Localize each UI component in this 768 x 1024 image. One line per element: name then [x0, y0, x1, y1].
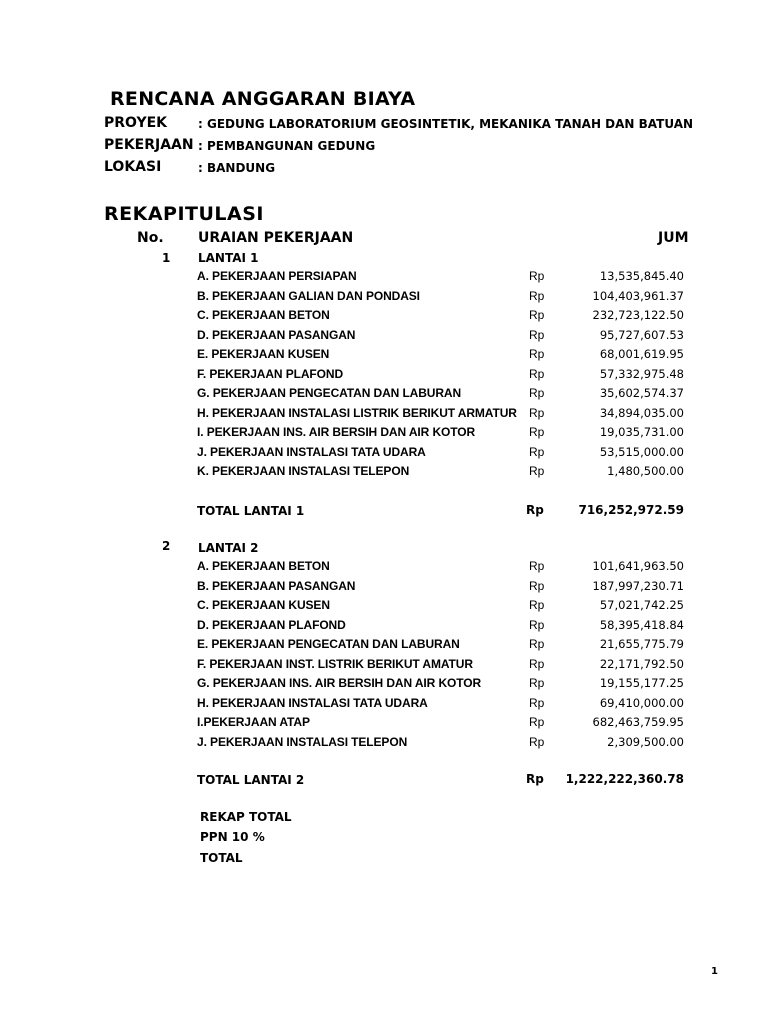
total-lantai-1-currency: Rp — [526, 503, 544, 517]
lokasi-value: : BANDUNG — [198, 161, 276, 175]
pekerjaan-label: PEKERJAAN — [104, 137, 194, 153]
item-description: B. PEKERJAAN PASANGAN — [197, 578, 356, 593]
total-lantai-2-amount: 1,222,222,360.78 — [565, 772, 684, 786]
item-currency: Rp — [529, 269, 545, 283]
item-currency: Rp — [529, 308, 545, 322]
item-currency: Rp — [529, 347, 545, 361]
item-amount: 22,171,792.50 — [599, 656, 684, 671]
item-amount: 187,997,230.71 — [592, 578, 684, 593]
item-description: C. PEKERJAAN BETON — [197, 308, 330, 322]
item-amount: 13,535,845.40 — [599, 269, 684, 283]
section-title: REKAPITULASI — [104, 203, 264, 225]
proyek-value: : GEDUNG LABORATORIUM GEOSINTETIK, MEKANIKA TANAH DAN BATUAN — [198, 117, 694, 131]
item-description: D. PEKERJAAN PASANGAN — [197, 327, 356, 342]
group-number-1: 1 — [162, 251, 171, 265]
item-currency: Rp — [529, 327, 545, 342]
total-lantai-1-label: TOTAL LANTAI 1 — [197, 504, 305, 518]
item-currency: Rp — [529, 578, 545, 593]
group-number-2: 2 — [162, 539, 171, 553]
document-title: RENCANA ANGGARAN BIAYA — [110, 88, 416, 110]
item-description: E. PEKERJAAN KUSEN — [197, 347, 330, 361]
item-currency: Rp — [529, 366, 545, 381]
item-amount: 95,727,607.53 — [599, 327, 684, 342]
item-amount: 34,894,035.00 — [599, 405, 684, 420]
item-description: J. PEKERJAAN INSTALASI TELEPON — [197, 734, 408, 749]
item-amount: 1,480,500.00 — [607, 464, 684, 478]
column-header-description: URAIAN PEKERJAAN — [198, 230, 354, 246]
item-amount: 101,641,963.50 — [592, 559, 684, 573]
table-row — [0, 618, 768, 637]
item-description: F. PEKERJAAN PLAFOND — [197, 366, 344, 381]
table-row — [0, 328, 768, 347]
total-lantai-1-amount: 716,252,972.59 — [578, 503, 684, 517]
item-description: H. PEKERJAAN INSTALASI LISTRIK BERIKUT ARMATUR — [197, 405, 517, 420]
item-currency: Rp — [529, 656, 545, 671]
table-row — [0, 308, 768, 327]
item-currency: Rp — [529, 405, 545, 420]
item-amount: 58,395,418.84 — [599, 617, 684, 632]
item-description: G. PEKERJAAN PENGECATAN DAN LABURAN — [197, 386, 462, 400]
item-currency: Rp — [529, 734, 545, 749]
page-number: 1 — [711, 966, 718, 977]
item-description: C. PEKERJAAN KUSEN — [197, 598, 330, 612]
item-amount: 69,410,000.00 — [599, 695, 684, 710]
item-amount: 2,309,500.00 — [607, 734, 684, 749]
table-row — [0, 406, 768, 425]
item-description: E. PEKERJAAN PENGECATAN DAN LABURAN — [197, 637, 460, 651]
lokasi-label: LOKASI — [104, 159, 162, 175]
item-amount: 53,515,000.00 — [599, 444, 684, 459]
table-row — [0, 696, 768, 715]
table-row — [0, 425, 768, 444]
table-row — [0, 386, 768, 405]
table-row — [0, 367, 768, 386]
item-amount: 35,602,574.37 — [599, 386, 684, 400]
group-label-lantai-2: LANTAI 2 — [198, 541, 259, 555]
item-description: D. PEKERJAAN PLAFOND — [197, 617, 346, 632]
item-description: B. PEKERJAAN GALIAN DAN PONDASI — [197, 288, 420, 303]
item-description: I. PEKERJAAN INS. AIR BERSIH DAN AIR KOTOR — [197, 425, 476, 439]
item-currency: Rp — [529, 637, 545, 651]
item-currency: Rp — [529, 676, 545, 690]
table-row — [0, 347, 768, 366]
item-amount: 57,332,975.48 — [599, 366, 684, 381]
item-currency: Rp — [529, 288, 545, 303]
column-header-no: No. — [137, 230, 164, 246]
table-row — [0, 464, 768, 483]
item-description: F. PEKERJAAN INST. LISTRIK BERIKUT AMATUR — [197, 656, 473, 671]
item-amount: 19,035,731.00 — [599, 425, 684, 439]
item-amount: 682,463,759.95 — [592, 715, 684, 729]
table-row — [0, 579, 768, 598]
table-row — [0, 637, 768, 656]
item-currency: Rp — [529, 464, 545, 478]
group-label-lantai-1: LANTAI 1 — [198, 251, 259, 265]
item-amount: 21,655,775.79 — [599, 637, 684, 651]
grand-total-label: TOTAL — [200, 851, 243, 865]
item-description: J. PEKERJAAN INSTALASI TATA UDARA — [197, 444, 426, 459]
ppn-label: PPN 10 % — [200, 830, 265, 844]
item-currency: Rp — [529, 598, 545, 612]
column-header-amount: JUM — [658, 230, 689, 246]
item-currency: Rp — [529, 695, 545, 710]
item-currency: Rp — [529, 444, 545, 459]
table-row — [0, 289, 768, 308]
item-description: I.PEKERJAAN ATAP — [197, 715, 310, 729]
item-description: G. PEKERJAAN INS. AIR BERSIH DAN AIR KOTOR — [197, 676, 482, 690]
table-row — [0, 598, 768, 617]
item-currency: Rp — [529, 715, 545, 729]
item-description: A. PEKERJAAN PERSIAPAN — [197, 269, 357, 283]
item-description: K. PEKERJAAN INSTALASI TELEPON — [197, 464, 410, 478]
item-description: H. PEKERJAAN INSTALASI TATA UDARA — [197, 695, 428, 710]
item-currency: Rp — [529, 386, 545, 400]
item-currency: Rp — [529, 617, 545, 632]
table-row — [0, 657, 768, 676]
pekerjaan-value: : PEMBANGUNAN GEDUNG — [198, 139, 376, 153]
table-row — [0, 269, 768, 288]
item-amount: 104,403,961.37 — [592, 288, 684, 303]
item-currency: Rp — [529, 559, 545, 573]
item-amount: 57,021,742.25 — [599, 598, 684, 612]
table-row — [0, 735, 768, 754]
table-row — [0, 445, 768, 464]
item-amount: 19,155,177.25 — [599, 676, 684, 690]
table-row — [0, 715, 768, 734]
table-row — [0, 559, 768, 578]
proyek-label: PROYEK — [104, 115, 167, 131]
rekap-total-label: REKAP TOTAL — [200, 810, 292, 824]
item-description: A. PEKERJAAN BETON — [197, 559, 330, 573]
total-lantai-2-label: TOTAL LANTAI 2 — [197, 773, 305, 787]
item-amount: 68,001,619.95 — [599, 347, 684, 361]
item-currency: Rp — [529, 425, 545, 439]
item-amount: 232,723,122.50 — [592, 308, 684, 322]
table-row — [0, 676, 768, 695]
total-lantai-2-currency: Rp — [526, 772, 544, 786]
